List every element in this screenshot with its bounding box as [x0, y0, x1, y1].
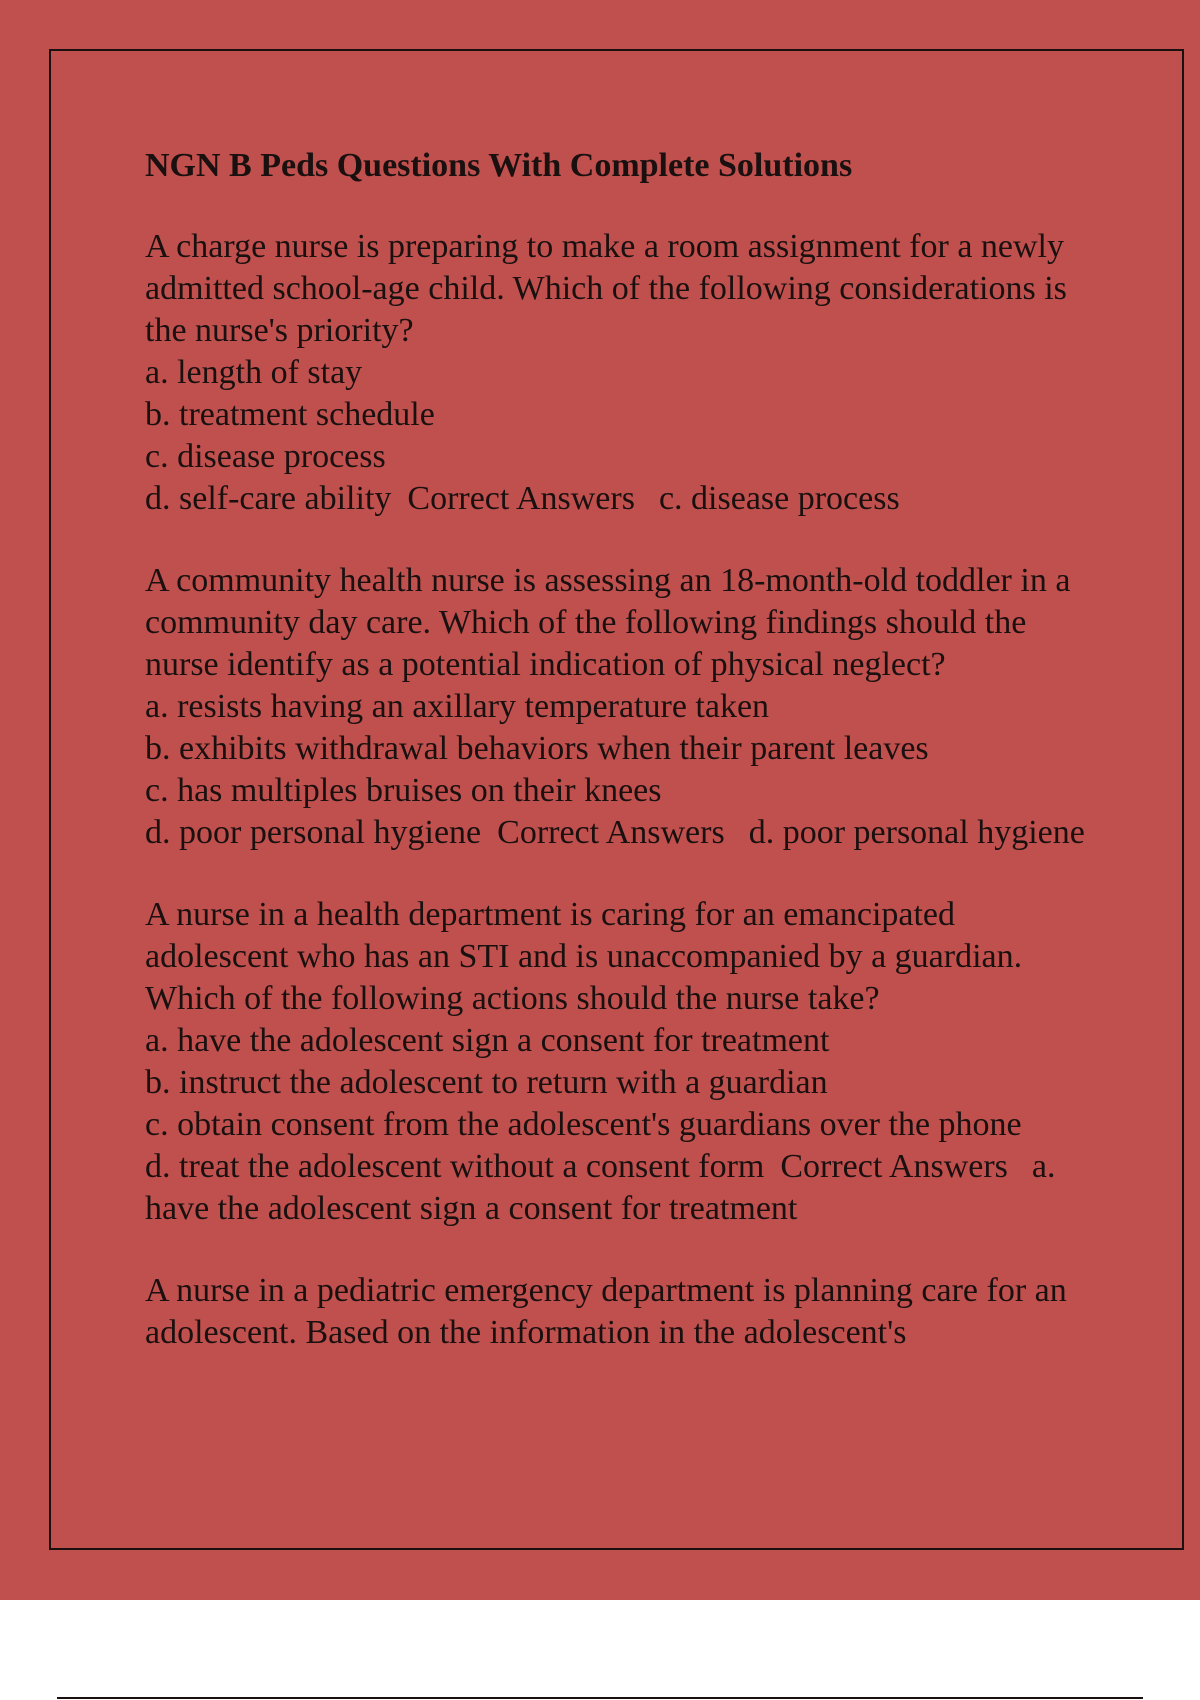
option-b: b. treatment schedule — [145, 396, 435, 433]
question-3 — [145, 894, 1105, 1230]
question-4 — [145, 1270, 1105, 1354]
answer-text: c. disease process — [658, 480, 900, 517]
option-b: b. exhibits withdrawal behaviors when their parent leaves — [145, 730, 929, 767]
option-a: a. have the adolescent sign a consent for treatment — [145, 1022, 830, 1059]
option-d: d. treat the adolescent without a consent form — [145, 1148, 765, 1185]
answer-text: d. poor personal hygiene — [748, 814, 1085, 851]
option-d-with-answer — [145, 1146, 1105, 1230]
option-c: c. obtain consent from the adolescent's guardians over the phone — [145, 1106, 1022, 1143]
answer-label: Correct Answers — [497, 814, 725, 851]
option-c: c. disease process — [145, 438, 386, 475]
option-d: d. self-care ability — [145, 480, 392, 517]
document-content — [145, 142, 1105, 1394]
option-d-with-answer — [145, 812, 1105, 854]
option-a: a. length of stay — [145, 354, 363, 391]
question-text: A charge nurse is preparing to make a room assignment for a newly admitted school-age child. Which of the following considerations is the nurse's priority? — [145, 228, 1067, 349]
answer-label: Correct Answers — [407, 480, 635, 517]
document-title: NGN B Peds Questions With Complete Solutions — [145, 147, 853, 184]
option-d: d. poor personal hygiene — [145, 814, 482, 851]
question-1 — [145, 226, 1105, 520]
option-a: a. resists having an axillary temperature taken — [145, 688, 770, 725]
answer-label: Correct Answers — [780, 1148, 1008, 1185]
option-c: c. has multiples bruises on their knees — [145, 772, 662, 809]
answer-text: a. have the adolescent sign a consent for treatment — [145, 1148, 1056, 1227]
option-d-with-answer — [145, 478, 1105, 520]
question-text: A community health nurse is assessing an 18-month-old toddler in a community day care. Which of the following findings should the nurse identify as a potential indication of physical neglect? — [145, 562, 1071, 683]
bottom-rule — [57, 1697, 1143, 1699]
option-b: b. instruct the adolescent to return with a guardian — [145, 1064, 828, 1101]
question-text: A nurse in a pediatric emergency department is planning care for an adolescent. Based on the information in the adolescent's — [145, 1272, 1067, 1351]
question-text: A nurse in a health department is caring for an emancipated adolescent who has an STI and is unaccompanied by a guardian. Which of the following actions should the nurse take? — [145, 896, 1023, 1017]
question-2 — [145, 560, 1105, 854]
